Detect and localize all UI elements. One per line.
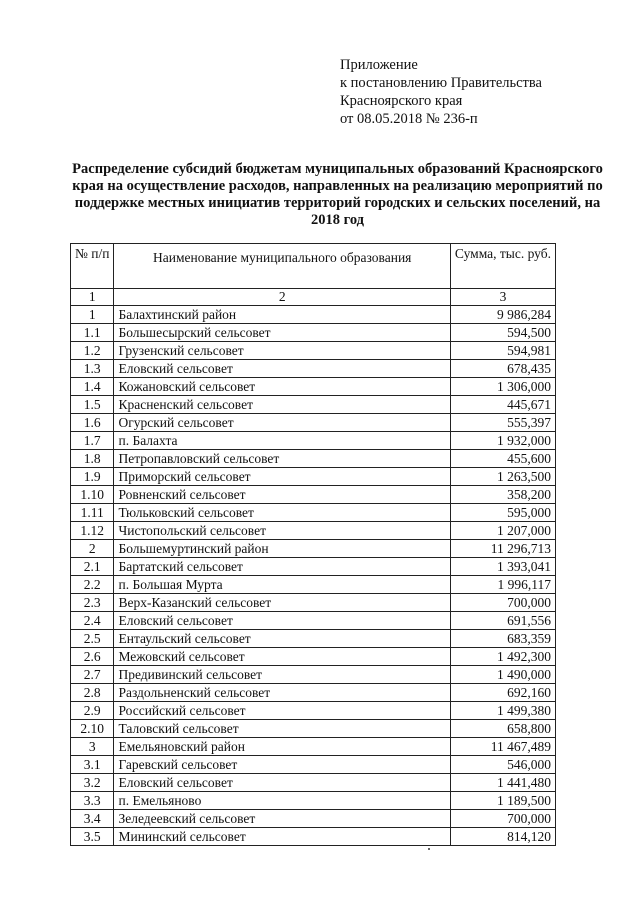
row-num: 2.10: [71, 720, 114, 738]
row-name: Большесырский сельсовет: [114, 324, 450, 342]
row-num: 1.12: [71, 522, 114, 540]
table-row: [71, 684, 556, 702]
row-sum: 692,160: [450, 684, 555, 702]
row-sum: 1 499,380: [450, 702, 555, 720]
row-sum: 1 207,000: [450, 522, 555, 540]
header-sum: Сумма, тыс. руб.: [450, 244, 555, 289]
row-sum: 691,556: [450, 612, 555, 630]
table-row: [71, 522, 556, 540]
table-row: [71, 450, 556, 468]
row-name: Зеледеевский сельсовет: [114, 810, 450, 828]
row-sum: 1 393,041: [450, 558, 555, 576]
appendix-line: от 08.05.2018 № 236-п: [340, 111, 478, 127]
row-num: 3.2: [71, 774, 114, 792]
index-cell: 2: [114, 289, 450, 306]
row-name: Бартатский сельсовет: [114, 558, 450, 576]
table-row: [71, 720, 556, 738]
row-sum: 814,120: [450, 828, 555, 846]
row-name: Верх-Казанский сельсовет: [114, 594, 450, 612]
row-name: Таловский сельсовет: [114, 720, 450, 738]
table-row: [71, 414, 556, 432]
row-name: Гаревский сельсовет: [114, 756, 450, 774]
table-header-row: [71, 244, 556, 289]
table-row: [71, 810, 556, 828]
row-sum: 1 263,500: [450, 468, 555, 486]
header-name: Наименование муниципального образования: [114, 244, 450, 289]
row-name: Емельяновский район: [114, 738, 450, 756]
table-row: [71, 612, 556, 630]
row-sum: 594,981: [450, 342, 555, 360]
row-name: Предивинский сельсовет: [114, 666, 450, 684]
appendix-line: Приложение: [340, 57, 418, 73]
row-sum: 1 306,000: [450, 378, 555, 396]
table-row: [71, 306, 556, 324]
table-row: [71, 774, 556, 792]
subsidy-table: [70, 243, 556, 846]
row-num: 3.5: [71, 828, 114, 846]
row-name: Российский сельсовет: [114, 702, 450, 720]
header-num: № п/п: [71, 244, 114, 289]
row-num: 2.6: [71, 648, 114, 666]
scan-dot: [428, 848, 430, 850]
table-row: [71, 828, 556, 846]
row-num: 1.3: [71, 360, 114, 378]
row-num: 1.5: [71, 396, 114, 414]
row-sum: 358,200: [450, 486, 555, 504]
table-row: [71, 594, 556, 612]
table-row: [71, 504, 556, 522]
row-sum: 1 441,480: [450, 774, 555, 792]
row-sum: 658,800: [450, 720, 555, 738]
table-row: [71, 342, 556, 360]
row-name: Грузенский сельсовет: [114, 342, 450, 360]
index-cell: 1: [71, 289, 114, 306]
table-row: [71, 324, 556, 342]
row-name: Ентаульский сельсовет: [114, 630, 450, 648]
table-row: [71, 558, 556, 576]
row-name: Красненский сельсовет: [114, 396, 450, 414]
row-name: Еловский сельсовет: [114, 774, 450, 792]
row-name: Чистопольский сельсовет: [114, 522, 450, 540]
row-sum: 1 189,500: [450, 792, 555, 810]
row-num: 1: [71, 306, 114, 324]
table-row: [71, 666, 556, 684]
table-index-row: [71, 289, 556, 306]
table-row: [71, 468, 556, 486]
row-sum: 1 996,117: [450, 576, 555, 594]
row-sum: 11 467,489: [450, 738, 555, 756]
row-name: Ровненский сельсовет: [114, 486, 450, 504]
row-num: 1.10: [71, 486, 114, 504]
appendix-line: Красноярского края: [340, 93, 463, 109]
table-row: [71, 648, 556, 666]
row-name: Раздольненский сельсовет: [114, 684, 450, 702]
index-cell: 3: [450, 289, 555, 306]
row-num: 3.3: [71, 792, 114, 810]
table-row: [71, 360, 556, 378]
appendix-header: [340, 56, 542, 128]
row-num: 1.9: [71, 468, 114, 486]
table-row: [71, 792, 556, 810]
row-name: п. Большая Мурта: [114, 576, 450, 594]
row-sum: 700,000: [450, 810, 555, 828]
row-num: 1.4: [71, 378, 114, 396]
row-sum: 700,000: [450, 594, 555, 612]
table-row: [71, 630, 556, 648]
row-name: Мининский сельсовет: [114, 828, 450, 846]
row-num: 1.2: [71, 342, 114, 360]
row-name: Огурский сельсовет: [114, 414, 450, 432]
row-sum: 678,435: [450, 360, 555, 378]
table-row: [71, 576, 556, 594]
row-name: Большемуртинский район: [114, 540, 450, 558]
row-name: п. Емельяново: [114, 792, 450, 810]
table-row: [71, 486, 556, 504]
row-sum: 445,671: [450, 396, 555, 414]
appendix-line: к постановлению Правительства: [340, 75, 542, 91]
row-num: 2.8: [71, 684, 114, 702]
row-sum: 11 296,713: [450, 540, 555, 558]
row-name: Приморский сельсовет: [114, 468, 450, 486]
row-num: 1.1: [71, 324, 114, 342]
row-num: 2: [71, 540, 114, 558]
row-num: 3.1: [71, 756, 114, 774]
row-sum: 1 490,000: [450, 666, 555, 684]
row-num: 2.5: [71, 630, 114, 648]
row-num: 2.4: [71, 612, 114, 630]
row-sum: 555,397: [450, 414, 555, 432]
row-sum: 595,000: [450, 504, 555, 522]
row-num: 1.8: [71, 450, 114, 468]
row-num: 2.2: [71, 576, 114, 594]
table-row: [71, 756, 556, 774]
row-num: 2.9: [71, 702, 114, 720]
row-sum: 594,500: [450, 324, 555, 342]
row-name: п. Балахта: [114, 432, 450, 450]
row-name: Балахтинский район: [114, 306, 450, 324]
row-sum: 9 986,284: [450, 306, 555, 324]
row-name: Тюльковский сельсовет: [114, 504, 450, 522]
row-name: Еловский сельсовет: [114, 360, 450, 378]
row-name: Петропавловский сельсовет: [114, 450, 450, 468]
row-num: 1.7: [71, 432, 114, 450]
row-num: 2.7: [71, 666, 114, 684]
row-num: 1.6: [71, 414, 114, 432]
row-num: 3.4: [71, 810, 114, 828]
table-row: [71, 396, 556, 414]
row-num: 1.11: [71, 504, 114, 522]
row-num: 3: [71, 738, 114, 756]
row-sum: 683,359: [450, 630, 555, 648]
table-row: [71, 432, 556, 450]
row-name: Межовский сельсовет: [114, 648, 450, 666]
row-num: 2.3: [71, 594, 114, 612]
row-sum: 546,000: [450, 756, 555, 774]
row-name: Еловский сельсовет: [114, 612, 450, 630]
table-row: [71, 540, 556, 558]
table-row: [71, 378, 556, 396]
row-num: 2.1: [71, 558, 114, 576]
document-title: Распределение субсидий бюджетам муниципальных образований Красноярского края на осуществление расходов, направленных на реализацию мероприятий по поддержке местных инициатив территорий городских и сельских поселений, на 2018 год: [72, 161, 603, 228]
row-sum: 455,600: [450, 450, 555, 468]
table-row: [71, 702, 556, 720]
row-name: Кожановский сельсовет: [114, 378, 450, 396]
table-row: [71, 738, 556, 756]
row-sum: 1 932,000: [450, 432, 555, 450]
row-sum: 1 492,300: [450, 648, 555, 666]
